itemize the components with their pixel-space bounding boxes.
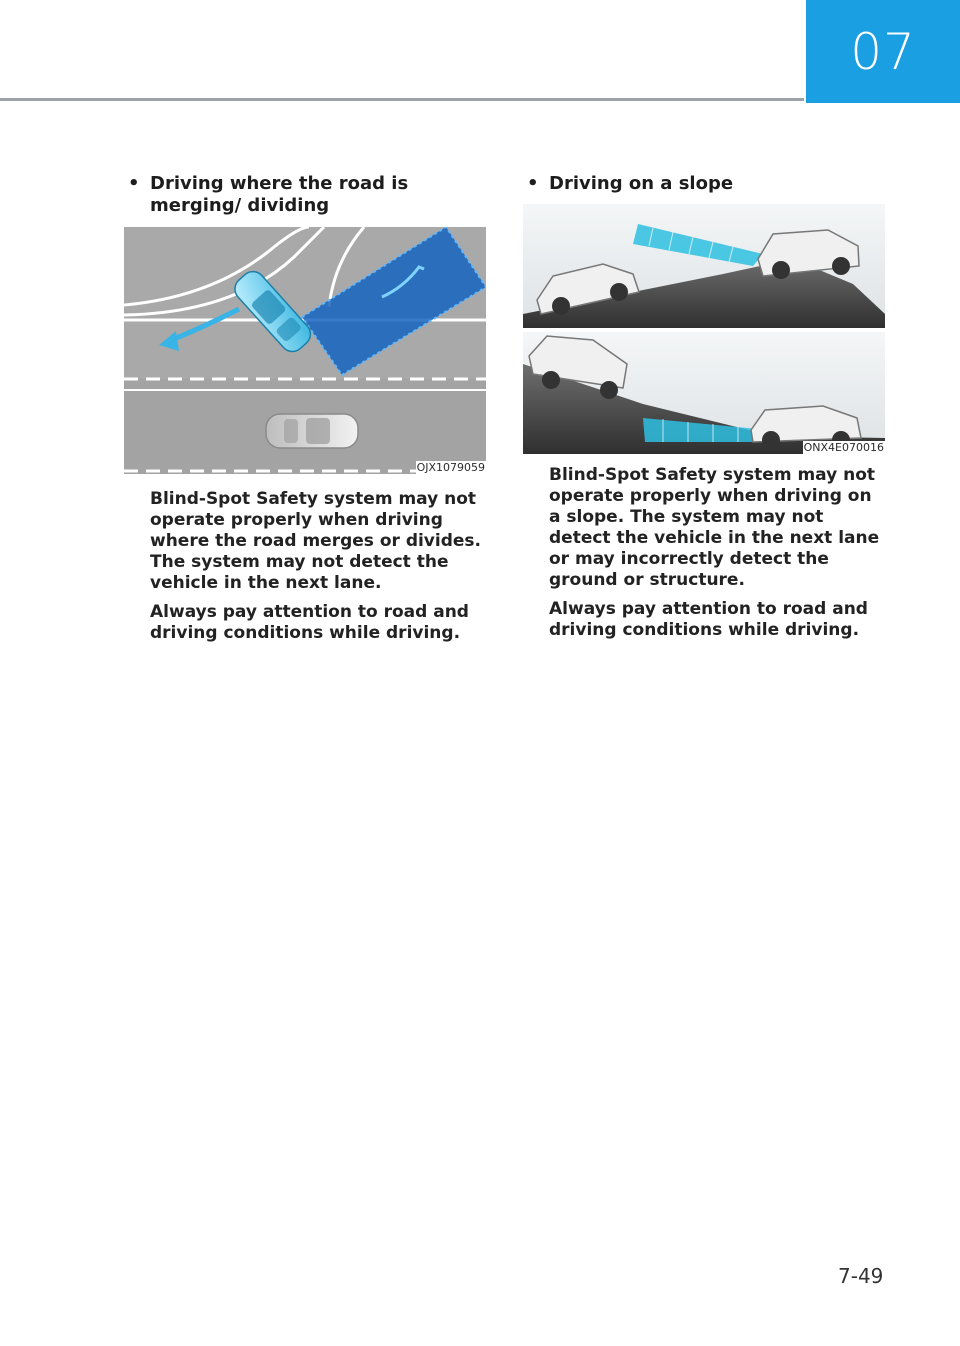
- bullet-icon: •: [527, 173, 539, 194]
- figure-code: OJX1079059: [416, 461, 485, 474]
- section-body: [523, 465, 885, 641]
- body-paragraph: Blind-Spot Safety system may not operate properly when driving where the road merges or divides. The system may not detect the vehicle in the next lane.: [150, 489, 481, 593]
- body-paragraph: Always pay attention to road and driving conditions while driving.: [150, 602, 469, 643]
- header-rule: [0, 98, 804, 101]
- slope-illustration: [523, 204, 885, 454]
- body-paragraph: Blind-Spot Safety system may not operate properly when driving on a slope. The system may not detect the vehicle in the next lane or may incorrectly detect the ground or structure.: [549, 465, 880, 590]
- section-merging-road: [124, 170, 488, 644]
- merging-road-image: [124, 227, 486, 474]
- chapter-number: 07: [850, 22, 916, 81]
- heading-text: Driving on a slope: [549, 173, 734, 194]
- bullet-icon: •: [128, 173, 140, 194]
- slope-image: [523, 204, 885, 454]
- section-slope: [523, 170, 885, 641]
- chapter-tab: [806, 0, 960, 103]
- heading-text: Driving where the road is merging/ dividing: [150, 173, 409, 216]
- section-heading: [124, 173, 488, 217]
- section-body: [124, 489, 488, 644]
- figure-code: ONX4E070016: [803, 441, 884, 454]
- other-car: [266, 414, 358, 448]
- merging-road-illustration: [124, 227, 486, 474]
- body-paragraph: Always pay attention to road and driving conditions while driving.: [549, 599, 868, 640]
- section-heading: [523, 173, 885, 195]
- page-number: 7-49: [838, 1264, 884, 1288]
